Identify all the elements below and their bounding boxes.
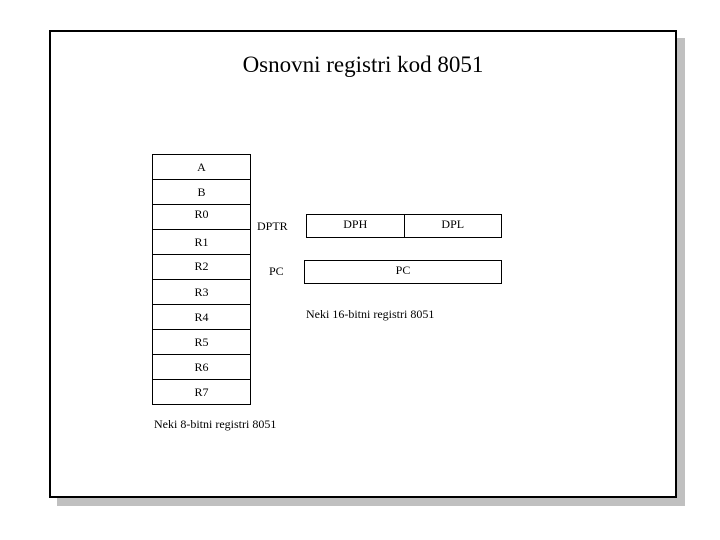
register-cell: R7	[153, 380, 250, 405]
dptr-label: DPTR	[257, 219, 288, 233]
caption-16bit: Neki 16-bitni registri 8051	[306, 307, 435, 321]
register-cell: R4	[153, 305, 250, 330]
register-cell: R6	[153, 355, 250, 380]
register-cell: R2	[153, 255, 250, 280]
register-cell: B	[153, 180, 250, 205]
pc-register	[304, 260, 502, 284]
register-cell: R5	[153, 330, 250, 355]
dph-cell: DPH	[307, 215, 405, 237]
pc-cell: PC	[395, 263, 411, 277]
register-cell: A	[153, 155, 250, 180]
register-cell: R1	[153, 230, 250, 255]
slide	[49, 30, 677, 498]
dpl-cell: DPL	[441, 217, 465, 231]
caption-8bit: Neki 8-bitni registri 8051	[154, 417, 277, 431]
pc-label: PC	[269, 264, 284, 278]
register-stack-8bit	[152, 154, 251, 405]
dptr-register	[306, 214, 502, 238]
register-cell: R3	[153, 280, 250, 305]
register-cell: R0	[153, 205, 250, 230]
slide-title: Osnovni registri kod 8051	[242, 52, 484, 77]
